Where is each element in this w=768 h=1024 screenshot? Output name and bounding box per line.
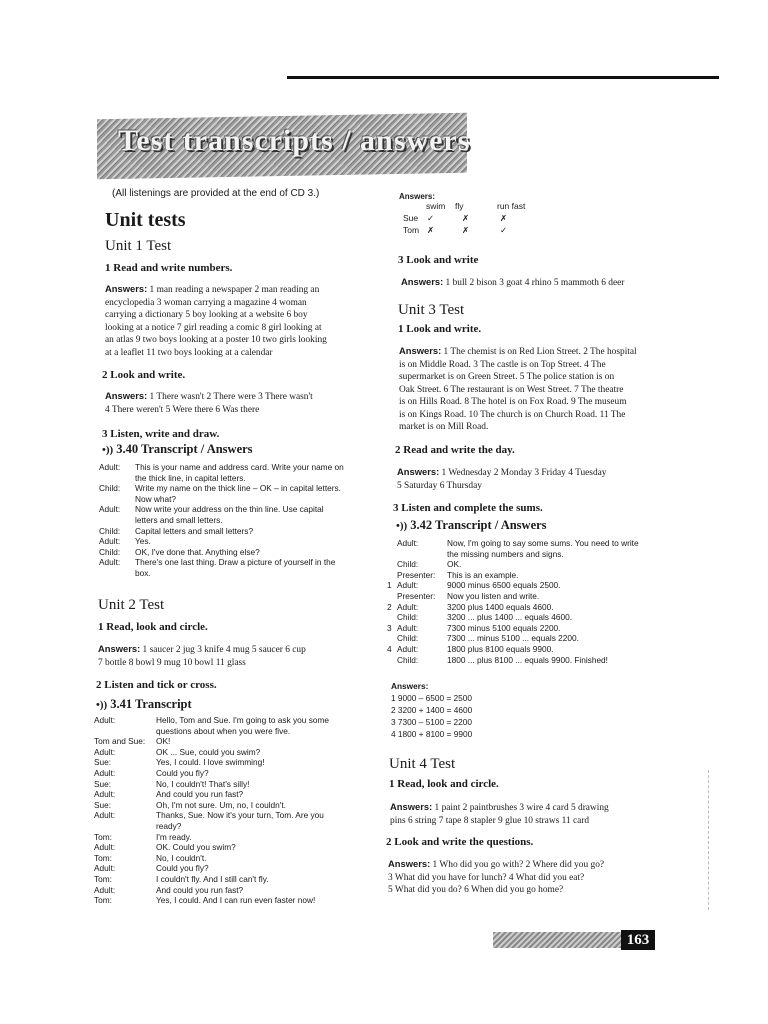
answer-line: Oak Street. 6 The restaurant is on West Street. 7 The theatre bbox=[399, 384, 624, 395]
dialogue-line: Could you fly? bbox=[156, 767, 209, 778]
dialogue-line: And could you run fast? bbox=[156, 789, 244, 800]
dialogue-line: There's one last thing. Draw a picture of yourself in the bbox=[135, 557, 336, 568]
dialogue-line: letters and small letters. bbox=[135, 514, 223, 525]
line-number bbox=[387, 655, 397, 666]
dialogue-line: questions about when you were five. bbox=[156, 725, 291, 736]
intro-note: (All listenings are provided at the end of CD 3.) bbox=[112, 188, 320, 199]
page-number: 163 bbox=[621, 930, 655, 950]
transcript-line bbox=[94, 757, 364, 768]
dialogue-line: 3200 ... plus 1400 ... equals 4600. bbox=[447, 612, 573, 623]
speaker-label: Adult: bbox=[99, 557, 121, 568]
dialogue-text bbox=[447, 623, 677, 634]
speaker-label: Child: bbox=[99, 483, 121, 494]
dialogue-line: Oh, I'm not sure. Um, no, I couldn't. bbox=[156, 799, 286, 810]
answer-line: an atlas 9 two boys looking at a poster 10 two girls looking bbox=[105, 335, 327, 345]
speaker-label: Tom: bbox=[94, 831, 112, 842]
dialogue-line: 7300 minus 5100 equals 2200. bbox=[447, 622, 561, 633]
answer-line: is on Middle Road. 3 The castle is on Top Street. 4 The bbox=[399, 359, 606, 370]
transcript-line bbox=[94, 800, 364, 811]
audio-icon: •)) bbox=[102, 444, 114, 456]
answers-label: Answers: bbox=[397, 466, 440, 477]
speaker-label: Presenter: bbox=[397, 569, 436, 580]
dialogue-text bbox=[447, 559, 677, 570]
speaker-label: Adult: bbox=[397, 643, 419, 654]
transcript-line bbox=[99, 462, 369, 483]
answer-line: is on Hills Road. 8 The hotel is on Fox Road. 9 The museum bbox=[399, 397, 627, 407]
dialogue-text bbox=[156, 800, 364, 811]
dialogue-line: 1800 ... plus 8100 ... equals 9900. Finished! bbox=[447, 654, 608, 665]
unit2-ex3-title: 3 Look and write bbox=[398, 254, 479, 266]
answer-line: 4 There weren't 5 Were there 6 Was there bbox=[105, 404, 260, 415]
answer-line: encyclopedia 3 woman carrying a magazine 4 woman bbox=[105, 297, 307, 308]
dialogue-text bbox=[156, 757, 364, 768]
transcript-line bbox=[387, 570, 677, 581]
line-number bbox=[387, 612, 397, 623]
speaker-label: Adult: bbox=[94, 863, 116, 874]
unit4-ex2-title: 2 Look and write the questions. bbox=[386, 836, 534, 848]
speaker-label: Adult: bbox=[397, 580, 419, 591]
transcript-line bbox=[94, 885, 364, 896]
page-number-bar bbox=[493, 932, 623, 948]
dialogue-text bbox=[156, 863, 364, 874]
speaker-label: Sue: bbox=[94, 799, 112, 810]
dialogue-line: Capital letters and small letters? bbox=[135, 525, 254, 536]
transcript-title-text: 3.41 Transcript bbox=[110, 697, 192, 711]
dialogue-text bbox=[156, 736, 364, 747]
audio-icon: •)) bbox=[396, 520, 408, 532]
transcript-line bbox=[387, 591, 677, 602]
answers-label: Answers: bbox=[105, 283, 148, 294]
unit2-answers-grid bbox=[399, 192, 579, 237]
speaker-label: Adult: bbox=[94, 884, 116, 895]
speaker-label: Child: bbox=[99, 525, 121, 536]
dialogue-line: And could you run fast? bbox=[156, 884, 244, 895]
scan-margin-marks bbox=[708, 770, 711, 910]
transcript-line bbox=[387, 559, 677, 570]
dialogue-text bbox=[156, 895, 364, 906]
dialogue-text bbox=[447, 580, 677, 591]
unit-tests-heading: Unit tests bbox=[105, 209, 186, 231]
answer-line: 1 Who did you go with? 2 Where did you go? bbox=[432, 860, 605, 870]
dialogue-line: Yes, I could. I love swimming! bbox=[156, 757, 265, 768]
dialogue-line: the missing numbers and signs. bbox=[447, 548, 564, 559]
transcript-line bbox=[387, 633, 677, 644]
transcript-line bbox=[94, 789, 364, 800]
dialogue-text bbox=[447, 570, 677, 581]
line-number bbox=[387, 591, 397, 602]
grid-header: fly bbox=[455, 201, 464, 211]
dialogue-line: Now, I'm going to say some sums. You need to write bbox=[447, 538, 639, 548]
dialogue-line: 3200 plus 1400 equals 4600. bbox=[447, 601, 554, 612]
unit3-heading: Unit 3 Test bbox=[398, 302, 465, 318]
answer-line: market is on Mill Road. bbox=[399, 422, 489, 432]
dialogue-text bbox=[135, 536, 369, 547]
answers-label: Answers: bbox=[390, 801, 433, 812]
speaker-label: Adult: bbox=[99, 504, 121, 515]
speaker-label: Child: bbox=[397, 612, 419, 623]
sum-answer: 2 3200 + 1400 = 4600 bbox=[391, 705, 473, 715]
dialogue-text bbox=[156, 747, 364, 758]
dialogue-line: 9000 minus 6500 equals 2500. bbox=[447, 580, 561, 591]
unit2-ex2-title: 2 Listen and tick or cross. bbox=[96, 679, 217, 691]
speaker-label: Tom: bbox=[94, 895, 112, 906]
dialogue-text bbox=[156, 789, 364, 800]
dialogue-line: Yes, I could. And I can run even faster now! bbox=[156, 895, 316, 906]
dialogue-text bbox=[135, 557, 369, 578]
transcript-line bbox=[94, 736, 364, 747]
answer-line: 1 bull 2 bison 3 goat 4 rhino 5 mammoth 6 deer bbox=[445, 278, 625, 288]
grid-header: swim bbox=[426, 201, 446, 211]
line-number: 1 bbox=[387, 580, 392, 591]
transcript-3-42 bbox=[387, 538, 677, 665]
line-number bbox=[387, 538, 397, 559]
sum-answer: 1 9000 – 6500 = 2500 bbox=[391, 693, 472, 703]
speaker-label: Adult: bbox=[397, 601, 419, 612]
answers-label: Answers: bbox=[401, 276, 444, 287]
dialogue-text bbox=[135, 547, 369, 558]
speaker-label: Tom and Sue: bbox=[94, 736, 146, 747]
unit2-ex3-answers bbox=[401, 276, 691, 290]
answers-label: Answers: bbox=[98, 643, 141, 654]
dialogue-text bbox=[447, 655, 677, 666]
transcript-line bbox=[94, 895, 364, 906]
dialogue-line: This is an example. bbox=[447, 569, 519, 580]
transcript-3-40 bbox=[99, 462, 369, 579]
sum-answer: 3 7300 – 5100 = 2200 bbox=[391, 717, 472, 727]
transcript-3-42-title bbox=[396, 518, 547, 533]
dialogue-text bbox=[156, 810, 364, 831]
dialogue-text bbox=[135, 462, 369, 483]
unit2-ex1-title: 1 Read, look and circle. bbox=[98, 621, 208, 633]
page-title: Test transcripts / answers bbox=[118, 124, 471, 157]
transcript-3-41 bbox=[94, 715, 364, 906]
line-number bbox=[387, 570, 397, 581]
speaker-label: Sue: bbox=[94, 757, 112, 768]
answer-line: 1 The chemist is on Red Lion Street. 2 The hospital bbox=[443, 347, 637, 357]
unit1-ex2-title: 2 Look and write. bbox=[102, 369, 186, 381]
grid-header: run fast bbox=[497, 201, 526, 211]
transcript-line bbox=[94, 853, 364, 864]
answer-line: 1 paint 2 paintbrushes 3 wire 4 card 5 drawing bbox=[434, 803, 609, 813]
dialogue-text bbox=[447, 644, 677, 655]
transcript-line bbox=[99, 526, 369, 537]
answer-line: 1 Wednesday 2 Monday 3 Friday 4 Tuesday bbox=[441, 468, 607, 478]
unit4-ex1-answers bbox=[390, 801, 680, 827]
transcript-line bbox=[387, 612, 677, 623]
unit1-ex1-answers bbox=[105, 283, 375, 359]
unit3-ex3-title: 3 Listen and complete the sums. bbox=[393, 502, 543, 514]
dialogue-line: No, I couldn't! That's silly! bbox=[156, 778, 250, 789]
unit2-heading: Unit 2 Test bbox=[98, 597, 165, 613]
speaker-label: Adult: bbox=[99, 462, 121, 472]
dialogue-text bbox=[135, 483, 369, 504]
transcript-line bbox=[94, 832, 364, 843]
dialogue-line: OK! bbox=[156, 736, 171, 747]
dialogue-line: ready? bbox=[156, 820, 182, 831]
dialogue-text bbox=[156, 842, 364, 853]
dialogue-text bbox=[156, 768, 364, 779]
dialogue-line: Hello, Tom and Sue. I'm going to ask you some bbox=[156, 715, 329, 725]
transcript-3-40-title bbox=[102, 442, 253, 457]
dialogue-line: OK, I've done that. Anything else? bbox=[135, 546, 260, 557]
answer-line: looking at a notice 7 girl reading a comic 8 girl looking at bbox=[105, 322, 322, 333]
transcript-line bbox=[99, 547, 369, 558]
unit3-ex1-answers bbox=[399, 345, 689, 434]
answers-label: Answers: bbox=[105, 390, 148, 401]
line-number: 4 bbox=[387, 643, 392, 654]
transcript-line bbox=[387, 602, 677, 613]
answer-line: pins 6 string 7 tape 8 stapler 9 glue 10 straws 11 card bbox=[390, 815, 590, 826]
speaker-label: Adult: bbox=[99, 536, 121, 547]
transcript-line bbox=[94, 747, 364, 758]
transcript-line bbox=[94, 779, 364, 790]
unit2-ex1-answers bbox=[98, 643, 373, 669]
unit3-ex1-title: 1 Look and write. bbox=[398, 323, 482, 335]
speaker-label: Tom: bbox=[94, 852, 112, 863]
dialogue-line: This is your name and address card. Write your name on bbox=[135, 462, 344, 472]
dialogue-text bbox=[156, 853, 364, 864]
transcript-line bbox=[387, 644, 677, 655]
tick-cross-mark: ✗ bbox=[500, 213, 508, 223]
unit1-ex3-title: 3 Listen, write and draw. bbox=[102, 428, 220, 440]
transcript-line bbox=[99, 483, 369, 504]
speaker-label: Child: bbox=[397, 559, 419, 570]
transcript-line bbox=[387, 538, 677, 559]
dialogue-line: No, I couldn't. bbox=[156, 852, 207, 863]
dialogue-line: box. bbox=[135, 567, 151, 578]
dialogue-text bbox=[447, 602, 677, 613]
unit4-heading: Unit 4 Test bbox=[389, 756, 456, 772]
answer-line: 1 There wasn't 2 There were 3 There wasn't bbox=[149, 392, 313, 402]
transcript-line bbox=[94, 863, 364, 874]
top-rule bbox=[287, 76, 719, 79]
speaker-label: Adult: bbox=[397, 622, 419, 633]
answers-label: Answers: bbox=[399, 192, 436, 201]
dialogue-text bbox=[135, 526, 369, 537]
dialogue-line: Now write your address on the thin line. Use capital bbox=[135, 504, 324, 515]
transcript-line bbox=[99, 536, 369, 547]
answer-line: 5 What did you do? 6 When did you go home? bbox=[388, 885, 564, 895]
dialogue-text bbox=[156, 715, 364, 736]
unit1-heading: Unit 1 Test bbox=[105, 238, 172, 254]
transcript-line bbox=[94, 715, 364, 736]
answers-label: Answers: bbox=[399, 345, 442, 356]
transcript-title-text: 3.42 Transcript / Answers bbox=[410, 518, 547, 532]
dialogue-line: Now what? bbox=[135, 493, 177, 504]
dialogue-line: Write my name on the thick line – OK – in capital letters. bbox=[135, 483, 341, 494]
speaker-label: Tom: bbox=[94, 873, 112, 884]
dialogue-line: OK. Could you swim? bbox=[156, 842, 236, 853]
dialogue-text bbox=[135, 504, 369, 525]
line-number: 2 bbox=[387, 601, 392, 612]
unit3-ex2-answers bbox=[397, 466, 687, 492]
answer-line: 7 bottle 8 bowl 9 mug 10 bowl 11 glass bbox=[98, 657, 246, 668]
grid-row-name: Tom bbox=[403, 225, 420, 235]
speaker-label: Adult: bbox=[94, 715, 116, 725]
speaker-label: Adult: bbox=[94, 810, 116, 821]
tick-cross-mark: ✓ bbox=[500, 225, 508, 235]
dialogue-line: OK. bbox=[447, 559, 462, 570]
answer-line: carrying a dictionary 5 boy looking at a website 6 boy bbox=[105, 310, 308, 320]
dialogue-line: Thanks, Sue. Now it's your turn, Tom. Are you bbox=[156, 810, 324, 821]
answer-line: 1 man reading a newspaper 2 man reading an bbox=[149, 285, 320, 295]
transcript-line bbox=[94, 768, 364, 779]
line-number: 3 bbox=[387, 622, 392, 633]
speaker-label: Child: bbox=[397, 654, 419, 665]
unit3-sum-answers bbox=[391, 680, 472, 740]
transcript-line bbox=[94, 810, 364, 831]
dialogue-text bbox=[447, 633, 677, 644]
unit3-ex2-title: 2 Read and write the day. bbox=[395, 444, 515, 456]
speaker-label: Adult: bbox=[94, 789, 116, 800]
audio-icon: •)) bbox=[96, 699, 108, 711]
sum-answer: 4 1800 + 8100 = 9900 bbox=[391, 729, 473, 739]
dialogue-line: Now you listen and write. bbox=[447, 590, 540, 601]
unit1-ex1-title: 1 Read and write numbers. bbox=[105, 262, 233, 274]
answer-line: at a leaflet 11 two boys looking at a calendar bbox=[105, 347, 273, 358]
answer-line: supermarket is on Green Street. 5 The police station is on bbox=[399, 372, 615, 382]
speaker-label: Adult: bbox=[94, 842, 116, 853]
answers-label: Answers: bbox=[391, 681, 429, 691]
answer-line: 3 What did you have for lunch? 4 What did you eat? bbox=[388, 872, 585, 883]
answers-label: Answers: bbox=[388, 858, 431, 869]
tick-cross-mark: ✗ bbox=[462, 225, 470, 235]
dialogue-line: 7300 ... minus 5100 ... equals 2200. bbox=[447, 633, 579, 644]
dialogue-line: OK ... Sue, could you swim? bbox=[156, 746, 261, 757]
line-number bbox=[387, 633, 397, 644]
transcript-line bbox=[94, 874, 364, 885]
transcript-3-41-title bbox=[96, 697, 192, 712]
speaker-label: Presenter: bbox=[397, 590, 436, 601]
dialogue-line: I'm ready. bbox=[156, 831, 192, 842]
speaker-label: Sue: bbox=[94, 778, 112, 789]
dialogue-line: Yes. bbox=[135, 536, 151, 547]
unit1-ex2-answers bbox=[105, 390, 375, 416]
dialogue-line: the thick line, in capital letters. bbox=[135, 472, 246, 483]
unit4-ex2-answers bbox=[388, 858, 678, 897]
speaker-label: Adult: bbox=[397, 538, 419, 548]
speaker-label: Adult: bbox=[94, 746, 116, 757]
speaker-label: Adult: bbox=[94, 767, 116, 778]
transcript-line bbox=[387, 580, 677, 591]
dialogue-text bbox=[447, 538, 677, 559]
speaker-label: Child: bbox=[397, 633, 419, 644]
speaker-label: Child: bbox=[99, 546, 121, 557]
dialogue-line: I couldn't fly. And I still can't fly. bbox=[156, 873, 269, 884]
line-number bbox=[387, 559, 397, 570]
dialogue-text bbox=[447, 591, 677, 602]
dialogue-text bbox=[156, 885, 364, 896]
dialogue-text bbox=[447, 612, 677, 623]
transcript-line bbox=[387, 623, 677, 634]
dialogue-line: 1800 plus 8100 equals 9900. bbox=[447, 643, 554, 654]
unit4-ex1-title: 1 Read, look and circle. bbox=[389, 778, 499, 790]
transcript-line bbox=[99, 504, 369, 525]
answer-line: 5 Saturday 6 Thursday bbox=[397, 480, 482, 491]
transcript-line bbox=[99, 557, 369, 578]
grid-row-name: Sue bbox=[403, 213, 419, 223]
transcript-line bbox=[94, 842, 364, 853]
transcript-title-text: 3.40 Transcript / Answers bbox=[116, 442, 253, 456]
answer-line: 1 saucer 2 jug 3 knife 4 mug 5 saucer 6 cup bbox=[142, 645, 306, 655]
dialogue-text bbox=[156, 832, 364, 843]
tick-cross-mark: ✓ bbox=[427, 213, 435, 223]
tick-cross-mark: ✗ bbox=[462, 213, 470, 223]
answer-line: is on Kings Road. 10 The church is on Church Road. 11 The bbox=[399, 409, 626, 420]
dialogue-text bbox=[156, 874, 364, 885]
transcript-line bbox=[387, 655, 677, 666]
tick-cross-mark: ✗ bbox=[427, 225, 435, 235]
dialogue-line: Could you fly? bbox=[156, 863, 209, 874]
dialogue-text bbox=[156, 779, 364, 790]
